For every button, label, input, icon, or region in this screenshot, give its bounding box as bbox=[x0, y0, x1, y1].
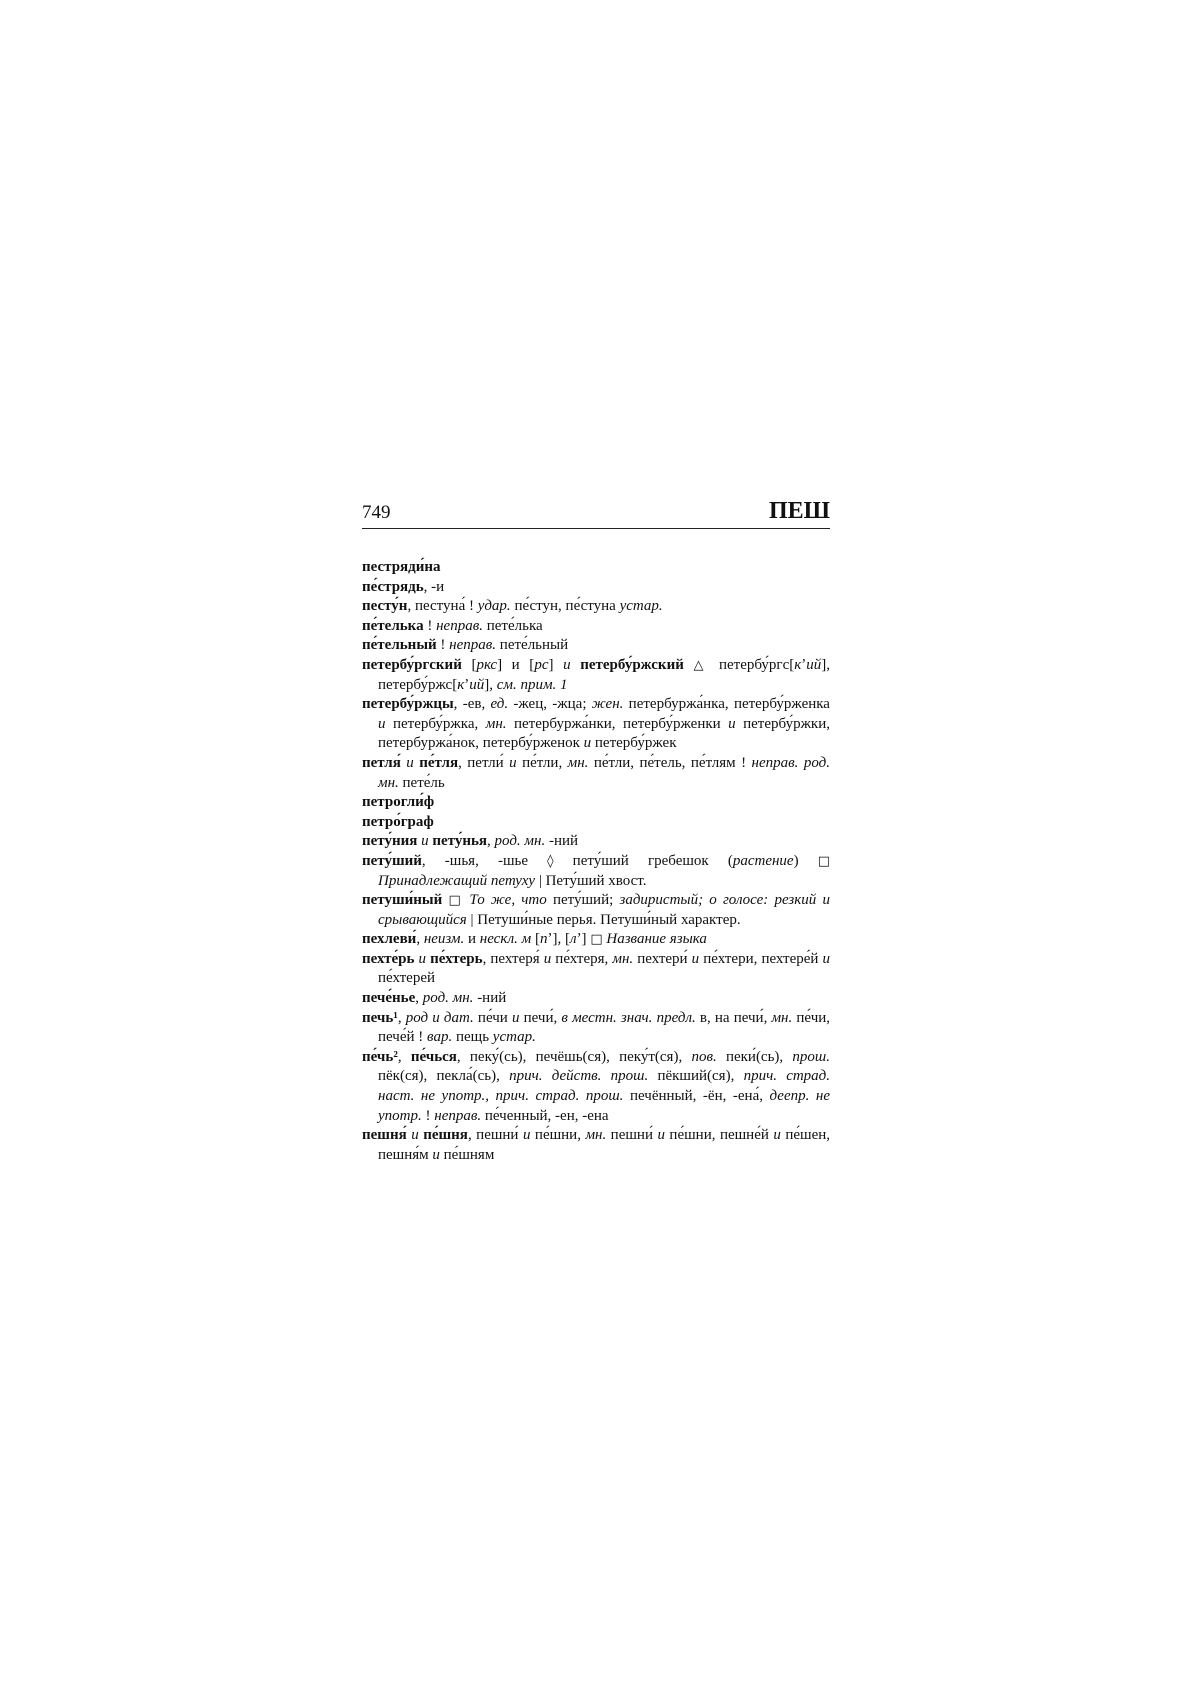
dictionary-entry bbox=[362, 597, 830, 617]
dictionary-entry bbox=[362, 1048, 830, 1126]
entry-text: ʼ] bbox=[576, 931, 591, 948]
headword: пехте́рь bbox=[362, 950, 415, 967]
label: к bbox=[794, 656, 802, 673]
dictionary-entry bbox=[362, 754, 830, 793]
label: жен. bbox=[591, 696, 624, 713]
entry-text: пете́лька bbox=[482, 617, 543, 634]
entry-text: пе́тли, пе́тель, пе́тлям ! bbox=[588, 754, 752, 771]
dictionary-entry bbox=[362, 891, 830, 930]
entry-text: пе́шни, bbox=[530, 1127, 586, 1144]
entry-text: ! bbox=[421, 1107, 435, 1124]
label: п bbox=[540, 931, 548, 948]
label: л bbox=[570, 931, 577, 948]
label: ркс bbox=[476, 656, 498, 673]
label: удар. bbox=[477, 598, 511, 615]
entry-text: -ний bbox=[545, 833, 579, 850]
symbol: ◊ bbox=[547, 853, 554, 869]
entry-text: ʼ bbox=[464, 676, 470, 693]
entry-text: ʼ], [ bbox=[547, 931, 571, 948]
entry-text: пе́шни, пешне́й bbox=[664, 1127, 774, 1144]
headword: пе́телька bbox=[362, 617, 424, 634]
label: неправ. bbox=[449, 637, 497, 654]
dictionary-entry bbox=[362, 793, 830, 813]
headword: петрогли́ф bbox=[362, 794, 435, 811]
label: устар. bbox=[492, 1029, 536, 1046]
entry-text: | Петуши́ные перья. Петуши́ный характер. bbox=[466, 911, 741, 928]
entry-text: , пехтеря́ bbox=[482, 950, 544, 967]
label: мн. bbox=[771, 1009, 793, 1026]
label: и bbox=[522, 1127, 531, 1144]
dictionary-entry bbox=[362, 1126, 830, 1165]
label: прич. страд. наст. не употр., прич. страд. прош. bbox=[378, 1068, 831, 1105]
label: и bbox=[563, 656, 571, 673]
entry-text: , -и bbox=[423, 578, 445, 595]
dictionary-entry bbox=[362, 813, 830, 833]
label: род. мн. bbox=[422, 990, 474, 1007]
entry-text: ! bbox=[423, 617, 437, 634]
label: неправ. bbox=[434, 1107, 482, 1124]
page-header bbox=[362, 500, 830, 530]
dictionary-entry bbox=[362, 656, 830, 695]
symbol: □ bbox=[590, 932, 603, 948]
entry-text: , -шья, -шье bbox=[421, 852, 548, 869]
header-rule bbox=[362, 528, 830, 529]
label: род и дат. bbox=[405, 1009, 474, 1026]
entry-text: печи́, bbox=[519, 1009, 562, 1026]
entry-text: -ний bbox=[473, 990, 507, 1007]
label: мн. bbox=[585, 1127, 607, 1144]
headword: петербу́ржский bbox=[580, 656, 684, 673]
entry-text: пе́хтеря, bbox=[551, 950, 613, 967]
label: устар. bbox=[619, 598, 663, 615]
page-number: 749 bbox=[362, 502, 391, 523]
label: и bbox=[583, 735, 592, 752]
dictionary-entry bbox=[362, 617, 830, 637]
entry-text bbox=[571, 657, 581, 673]
label: мн. bbox=[485, 715, 507, 732]
dictionary-entry bbox=[362, 989, 830, 1009]
running-head: ПЕШ bbox=[768, 498, 830, 524]
entry-text: , bbox=[397, 1048, 411, 1065]
headword: пету́нья bbox=[432, 833, 488, 850]
entry-text: пе́шням bbox=[439, 1146, 495, 1163]
entry-text: пету́ший; bbox=[546, 892, 620, 909]
label: рс bbox=[534, 656, 549, 673]
label: в местн. знач. предл. bbox=[561, 1009, 696, 1026]
entry-text: , bbox=[397, 1009, 406, 1026]
entry-text: петербу́ргс[ bbox=[709, 656, 795, 673]
label: пов. bbox=[691, 1048, 717, 1065]
label: мн. bbox=[612, 950, 634, 967]
entry-text: ], петербу́ржс[ bbox=[378, 656, 831, 693]
dictionary-entry bbox=[362, 578, 830, 598]
label: мн. bbox=[567, 754, 589, 771]
headword: петля́ bbox=[362, 754, 401, 771]
label: и bbox=[418, 950, 427, 967]
label: ед. bbox=[490, 696, 509, 713]
entry-text: , bbox=[416, 931, 424, 948]
label: к bbox=[457, 676, 465, 693]
headword: пече́нье bbox=[362, 990, 416, 1007]
entry-text: , bbox=[415, 990, 423, 1007]
label: и bbox=[509, 754, 517, 771]
headword: пехлеви́ bbox=[362, 931, 417, 948]
headword: пету́ния bbox=[362, 833, 418, 850]
headword: печь¹ bbox=[362, 1009, 398, 1026]
headword: пе́чься bbox=[410, 1048, 457, 1065]
entry-text: | Пету́ший хвост. bbox=[535, 872, 647, 889]
entry-text: петербу́ржка, bbox=[385, 715, 486, 732]
entry-text: ) bbox=[793, 852, 818, 869]
entry-text: пёк(ся), пекла́(сь), bbox=[378, 1068, 510, 1085]
label: неизм. bbox=[423, 931, 465, 948]
dictionary-entry bbox=[362, 950, 830, 989]
entry-text: [ bbox=[531, 931, 541, 948]
dictionary-entry bbox=[362, 930, 830, 950]
entry-text: , петли́ bbox=[458, 754, 510, 771]
headword: пе́чь² bbox=[362, 1048, 398, 1065]
entry-text: ʼ bbox=[801, 656, 807, 673]
symbol: □ bbox=[448, 893, 464, 909]
label: и bbox=[511, 1009, 520, 1026]
entry-text: ] и [ bbox=[497, 656, 535, 673]
entry-text: пёкший(ся), bbox=[648, 1068, 744, 1085]
dictionary-entries bbox=[362, 558, 830, 1165]
headword: песту́н bbox=[362, 598, 408, 615]
entry-text: -жец, -жца; bbox=[508, 696, 592, 713]
dictionary-entry bbox=[362, 695, 830, 754]
headword: петуши́ный bbox=[362, 892, 443, 909]
label: и bbox=[378, 715, 386, 732]
label: ий bbox=[806, 656, 822, 673]
entry-text: , bbox=[487, 833, 495, 850]
entry-text: , пестуна́ ! bbox=[407, 598, 478, 615]
entry-text: пе́шен, пешня́м bbox=[378, 1127, 831, 1163]
entry-text: пе́хтерей bbox=[378, 970, 436, 987]
headword: пе́шня bbox=[423, 1127, 468, 1144]
entry-text: пе́стун, пе́стуна bbox=[510, 598, 620, 615]
entry-text: пе́тли, bbox=[516, 754, 568, 771]
headword: пешня́ bbox=[362, 1127, 407, 1144]
label: и bbox=[543, 950, 552, 967]
label: неправ. bbox=[436, 617, 483, 634]
entry-text: пе́чи bbox=[473, 1009, 512, 1026]
label: и bbox=[421, 833, 429, 850]
dictionary-entry bbox=[362, 558, 830, 578]
label: прич. действ. прош. bbox=[509, 1068, 649, 1085]
entry-text: в, на печи́, bbox=[695, 1009, 772, 1026]
entry-text: ! bbox=[436, 637, 450, 654]
entry-text: пе́чи, пече́й ! bbox=[378, 1009, 831, 1046]
entry-text: печённый, -ён, -ена́, bbox=[623, 1088, 770, 1105]
entry-text: , пешни́ bbox=[467, 1127, 523, 1144]
dictionary-entry bbox=[362, 1009, 830, 1048]
label: вар. bbox=[427, 1029, 453, 1046]
label: и bbox=[432, 1146, 440, 1163]
entry-text: [ bbox=[461, 656, 477, 673]
label: Название языка bbox=[606, 931, 707, 948]
headword: пе́тельный bbox=[362, 637, 437, 654]
entry-text: пете́ль bbox=[398, 774, 445, 791]
entry-text: и bbox=[464, 931, 480, 948]
label: нескл. м bbox=[479, 931, 532, 948]
label: и bbox=[728, 715, 736, 732]
label: ий bbox=[469, 676, 485, 693]
headword: пе́хтерь bbox=[430, 950, 483, 967]
entry-text: пеки́(сь), bbox=[716, 1048, 793, 1065]
label: и bbox=[406, 754, 414, 771]
headword: пе́стрядь bbox=[362, 578, 424, 595]
label: и bbox=[657, 1127, 665, 1144]
headword: петербу́ржцы bbox=[362, 696, 454, 713]
entry-text: петербуржа́нки, петербу́рженки bbox=[506, 715, 729, 732]
entry-text: пете́льный bbox=[496, 637, 569, 654]
headword: петербу́ргский bbox=[362, 656, 462, 673]
entry-text: ], bbox=[484, 676, 497, 693]
entry-text: пе́ченный, -ен, -ена bbox=[481, 1107, 609, 1124]
label: деепр. не употр. bbox=[378, 1088, 831, 1124]
entry-text: петербу́ржек bbox=[591, 735, 677, 752]
headword: пестряди́на bbox=[362, 559, 441, 575]
label: и bbox=[691, 950, 700, 967]
label: см. прим. 1 bbox=[496, 676, 568, 693]
label: и bbox=[773, 1127, 781, 1144]
headword: пету́ший bbox=[362, 852, 422, 869]
symbol: □ bbox=[817, 853, 830, 869]
entry-text: пету́ший гребешок ( bbox=[553, 852, 733, 869]
label: неправ. род. мн. bbox=[378, 754, 830, 791]
label: и bbox=[411, 1127, 419, 1144]
symbol: △ bbox=[693, 657, 710, 673]
entry-text: петербуржа́нка, петербу́рженка bbox=[623, 696, 830, 713]
label: задиристый; о голосе: резкий и срывающийся bbox=[378, 892, 830, 928]
label: Принадлежащий петуху bbox=[378, 872, 536, 889]
entry-text: пе́хтери, пехтере́й bbox=[699, 950, 823, 967]
headword: пе́тля bbox=[419, 754, 459, 771]
label: род. мн. bbox=[494, 833, 546, 850]
dictionary-entry bbox=[362, 852, 830, 891]
label: прош. bbox=[792, 1048, 830, 1065]
entry-text: ] bbox=[548, 656, 564, 673]
headword: петро́граф bbox=[362, 813, 434, 830]
entry-text: , -ев, bbox=[453, 696, 491, 713]
dictionary-entry bbox=[362, 636, 830, 656]
label: То же, что bbox=[469, 892, 547, 909]
entry-text: петербу́ржки, петербуржа́нок, петербу́рженок bbox=[378, 715, 831, 752]
label: и bbox=[822, 950, 831, 967]
entry-text: , пеку́(сь), печёшь(ся), пеку́т(ся), bbox=[456, 1048, 692, 1065]
entry-text: пешни́ bbox=[606, 1127, 658, 1144]
entry-text: пещь bbox=[452, 1029, 493, 1046]
entry-text: пехтери́ bbox=[633, 950, 692, 967]
label: растение bbox=[732, 852, 794, 869]
dictionary-entry bbox=[362, 832, 830, 852]
